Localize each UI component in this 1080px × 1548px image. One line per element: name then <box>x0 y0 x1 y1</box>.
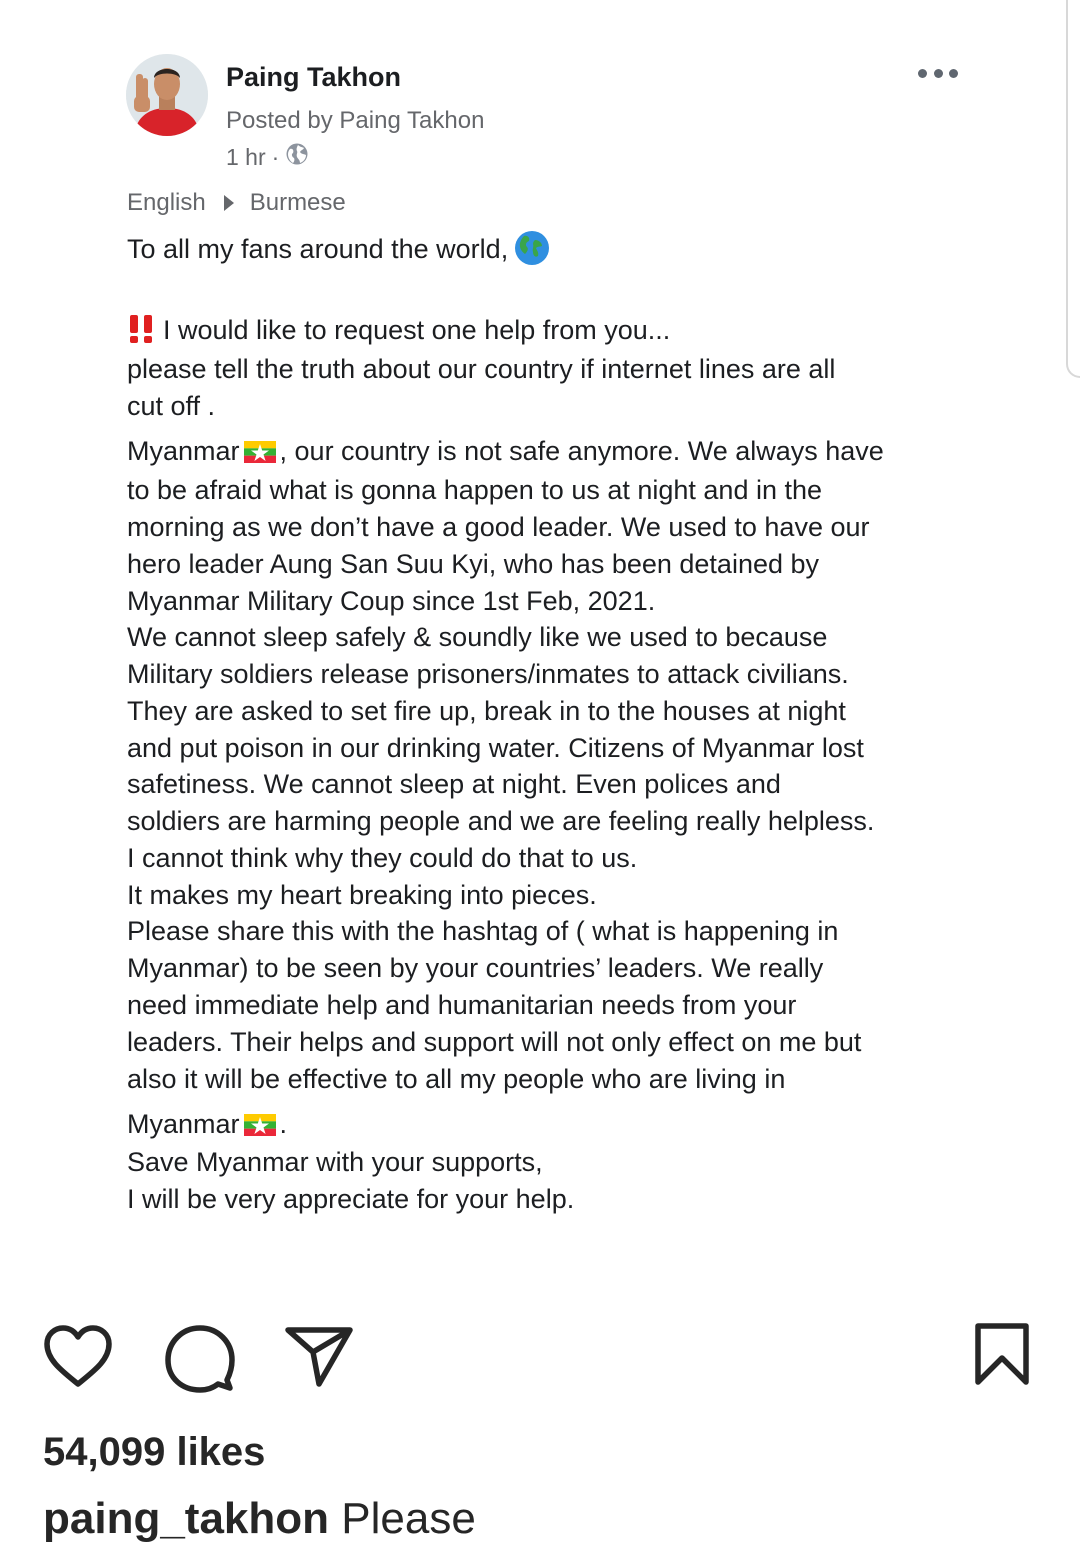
post-line: to be afraid what is gonna happen to us at night and in the <box>127 475 823 505</box>
likes-count[interactable]: 54,099 likes <box>43 1430 266 1474</box>
post-line: They are asked to set fire up, break in to the houses at night <box>127 696 846 726</box>
heart-icon[interactable] <box>42 1324 114 1395</box>
post-line: cut off . <box>127 391 216 421</box>
globe-icon <box>285 142 309 172</box>
post-line: also it will be effective to all my people who are living in <box>127 1064 786 1094</box>
earth-globe-icon <box>514 230 550 273</box>
caption-text: Please <box>341 1494 476 1543</box>
meta-separator: · <box>271 143 280 170</box>
myanmar-flag-icon <box>244 1111 276 1133</box>
post-line: I will be very appreciate for your help. <box>127 1184 575 1214</box>
caption <box>43 1494 476 1544</box>
post-line: Myanmar , our country is not safe anymore. We always have <box>127 436 884 466</box>
post-line: To all my fans around the world, <box>127 230 550 273</box>
author-name[interactable]: Paing Takhon <box>226 62 402 92</box>
comment-icon[interactable] <box>164 1322 236 1399</box>
play-arrow-icon <box>224 195 234 211</box>
translate-from[interactable]: English <box>127 189 206 216</box>
post-line: need immediate help and humanitarian needs from your <box>127 990 797 1020</box>
caption-username[interactable]: paing_takhon <box>43 1494 330 1543</box>
share-icon[interactable] <box>284 1324 354 1393</box>
post-line: Save Myanmar with your supports, <box>127 1147 543 1177</box>
translate-to[interactable]: Burmese <box>249 189 346 216</box>
post-line: We cannot sleep safely & soundly like we used to because <box>127 622 828 652</box>
myanmar-flag-icon <box>244 438 276 460</box>
post-line: I would like to request one help from you... <box>127 314 670 346</box>
post-line: It makes my heart breaking into pieces. <box>127 880 597 910</box>
posted-by: Posted by Paing Takhon <box>226 107 485 134</box>
bookmark-icon[interactable] <box>972 1322 1032 1391</box>
post-line: safetiness. We cannot sleep at night. Even polices and <box>127 769 781 799</box>
post-line: Please share this with the hashtag of ( what is happening in <box>127 916 839 946</box>
post-time: 1 hr <box>226 143 266 170</box>
post-line: and put poison in our drinking water. Citizens of Myanmar lost <box>127 733 864 763</box>
post-line: Myanmar Military Coup since 1st Feb, 2021. <box>127 586 656 616</box>
post-line: hero leader Aung San Suu Kyi, who has been detained by <box>127 549 820 579</box>
post-line: Military soldiers release prisoners/inmates to attack civilians. <box>127 659 849 689</box>
post-line: Myanmar . <box>127 1109 288 1139</box>
post-line: please tell the truth about our country if internet lines are all <box>127 354 836 384</box>
post-line: soldiers are harming people and we are feeling really helpless. <box>127 806 875 836</box>
post-line: leaders. Their helps and support will not only effect on me but <box>127 1027 862 1057</box>
post-meta <box>226 142 309 172</box>
translation-bar[interactable] <box>127 189 346 217</box>
double-exclamation-icon <box>127 315 157 345</box>
more-icon[interactable] <box>918 62 958 84</box>
post-line: Myanmar) to be seen by your countries’ leaders. We really <box>127 953 824 983</box>
avatar[interactable] <box>126 54 208 136</box>
post-line: I cannot think why they could do that to us. <box>127 843 638 873</box>
post-line: morning as we don’t have a good leader. We used to have our <box>127 512 870 542</box>
